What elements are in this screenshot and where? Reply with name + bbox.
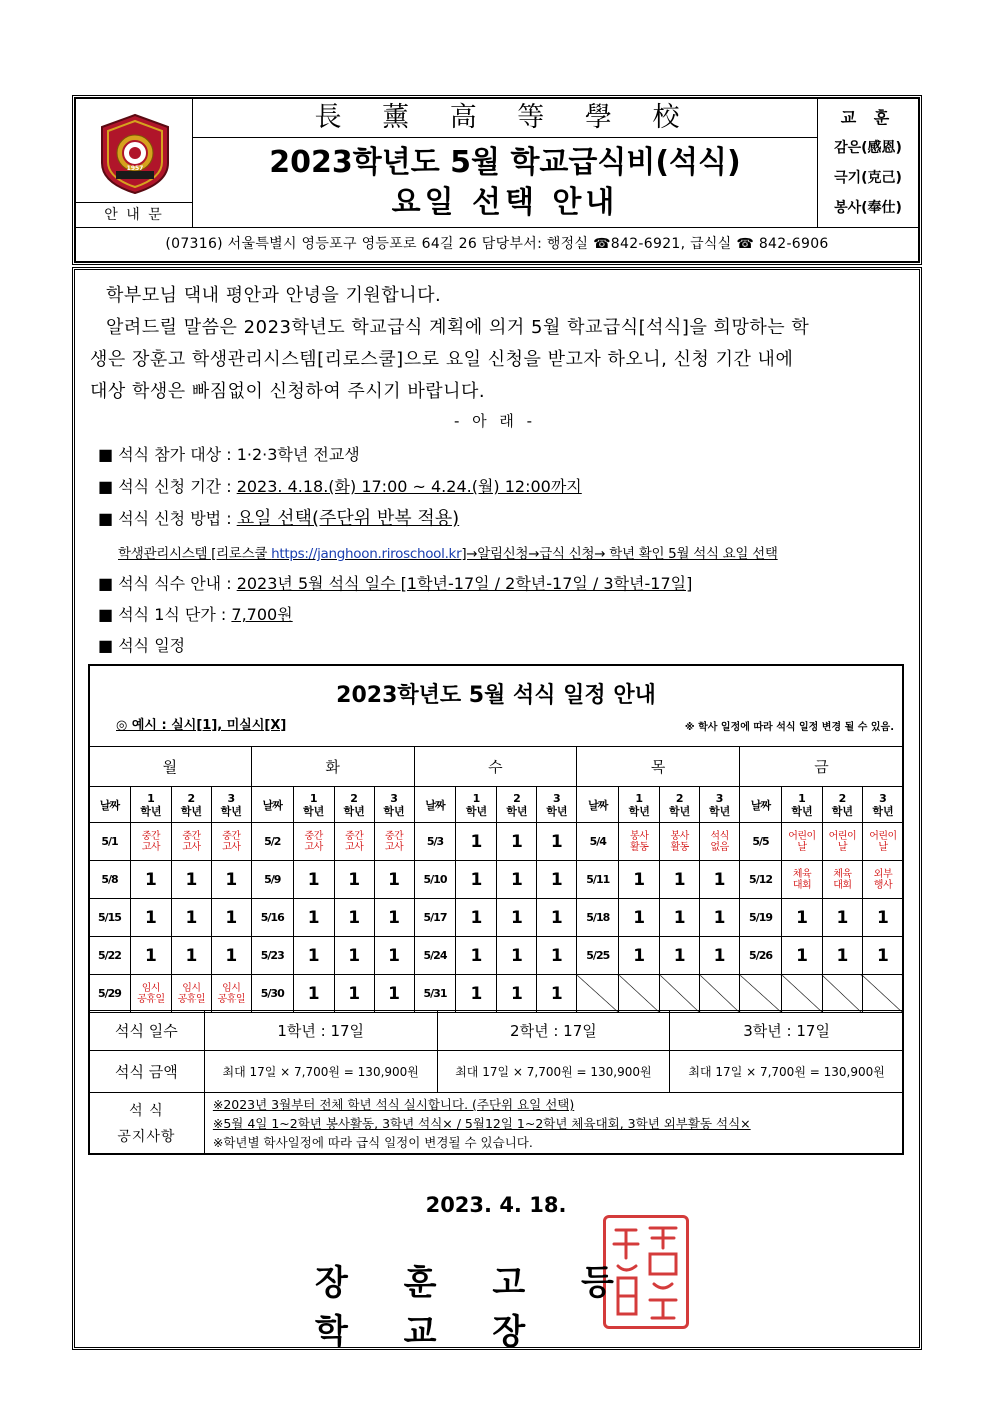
amount-value: 최대 17일 × 7,700원 = 130,900원 — [204, 1051, 437, 1093]
date-cell: 5/30 — [251, 975, 293, 1013]
date-col-header: 날짜 — [89, 787, 131, 823]
meal-mark: 1 — [374, 937, 414, 975]
meal-mark: 1 — [619, 899, 660, 937]
day-header: 수 — [414, 747, 577, 787]
meal-mark: 1 — [211, 937, 251, 975]
grade-col-header: 1 학년 — [456, 787, 497, 823]
bullet-price — [98, 602, 918, 625]
no-meal-reason: 임시 공휴일 — [211, 975, 251, 1013]
empty-cell — [577, 975, 619, 1013]
date-cell: 5/11 — [577, 861, 619, 899]
motto-item: 감은(感恩) — [834, 140, 902, 156]
date-cell: 5/1 — [89, 823, 131, 861]
riroschool-link[interactable]: https://janghoon.riroschool.kr — [271, 546, 462, 562]
days-value: 2학년 : 17일 — [437, 1011, 670, 1051]
no-meal-reason: 석식 없음 — [700, 823, 740, 861]
notice-label: 안 내 문 — [75, 202, 193, 228]
meal-mark: 1 — [334, 861, 374, 899]
school-emblem-icon — [98, 113, 172, 195]
date-cell: 5/22 — [89, 937, 131, 975]
motto-item: 극기(克己) — [834, 170, 902, 186]
method-detail — [118, 542, 918, 562]
bullet-schedule — [98, 633, 918, 656]
meal-mark: 1 — [782, 937, 823, 975]
bullet-label: ■ 석식 신청 기간 : — [98, 477, 237, 496]
meal-mark: 1 — [497, 975, 537, 1013]
day-header: 목 — [577, 747, 740, 787]
meal-mark: 1 — [700, 861, 740, 899]
logo-year: 1957 — [126, 165, 144, 172]
school-name-hanja: 長 薰 高 等 學 校 — [193, 99, 817, 138]
meal-mark: 1 — [130, 937, 171, 975]
meal-mark: 1 — [130, 861, 171, 899]
bullet-label: ■ 석식 신청 방법 : — [98, 509, 237, 528]
days-label: 석식 일수 — [89, 1011, 205, 1051]
notice-label: 석 식 공지사항 — [89, 1093, 205, 1155]
meal-mark: 1 — [374, 899, 414, 937]
grade-col-header: 3 학년 — [862, 787, 903, 823]
meal-mark: 1 — [211, 861, 251, 899]
grade-col-header: 3 학년 — [700, 787, 740, 823]
no-meal-reason: 체육 대회 — [822, 861, 862, 899]
arae-label: - 아 래 - — [453, 412, 537, 430]
notice-item: ※2023년 3월부터 전체 학년 석식 실시합니다. (주단위 요일 선택) — [212, 1097, 575, 1112]
meal-mark: 1 — [293, 861, 334, 899]
no-meal-reason: 중간 고사 — [211, 823, 251, 861]
meal-mark: 1 — [660, 937, 700, 975]
no-meal-reason: 어린이 날 — [822, 823, 862, 861]
grade-col-header: 2 학년 — [660, 787, 700, 823]
meal-mark: 1 — [293, 937, 334, 975]
meal-mark: 1 — [497, 937, 537, 975]
empty-cell — [660, 975, 700, 1013]
date-cell: 5/8 — [89, 861, 131, 899]
meal-mark: 1 — [456, 899, 497, 937]
intro-line: 대상 학생은 빠짐없이 신청하여 주시기 바랍니다. — [90, 381, 486, 402]
date-cell: 5/15 — [89, 899, 131, 937]
date-cell: 5/26 — [740, 937, 782, 975]
bullet-label: ■ 석식 1식 단가 : — [98, 605, 232, 624]
bullet-label: ■ 석식 식수 안내 : — [98, 574, 237, 593]
grade-col-header: 2 학년 — [822, 787, 862, 823]
bullet-period — [98, 474, 918, 497]
meal-mark: 1 — [700, 937, 740, 975]
bullet-value: 2023년 5월 석식 일수 [1학년-17일 / 2학년-17일 / 3학년-17일] — [236, 574, 693, 593]
no-meal-reason: 봉사 활동 — [619, 823, 660, 861]
no-meal-reason: 외부 행사 — [862, 861, 903, 899]
motto-title: 교 훈 — [840, 108, 896, 127]
meal-mark: 1 — [334, 937, 374, 975]
meal-mark: 1 — [293, 975, 334, 1013]
meal-mark: 1 — [293, 899, 334, 937]
date-cell: 5/3 — [414, 823, 456, 861]
day-header: 금 — [740, 747, 904, 787]
meal-mark: 1 — [862, 937, 903, 975]
date-cell: 5/31 — [414, 975, 456, 1013]
meal-mark: 1 — [211, 899, 251, 937]
date-col-header: 날짜 — [577, 787, 619, 823]
principal-signature: 장 훈 고 등 학 교 장 — [315, 1263, 636, 1352]
meal-mark: 1 — [822, 937, 862, 975]
meal-mark: 1 — [497, 861, 537, 899]
grade-col-header: 2 학년 — [171, 787, 211, 823]
meal-mark: 1 — [374, 975, 414, 1013]
meal-mark: 1 — [171, 899, 211, 937]
meal-mark: 1 — [130, 899, 171, 937]
notice-list — [204, 1093, 903, 1155]
day-header: 월 — [89, 747, 252, 787]
meal-mark: 1 — [497, 899, 537, 937]
notice-item: ※학년별 학사일정에 따라 급식 일정이 변경될 수 있습니다. — [212, 1135, 533, 1150]
schedule-note: ※ 학사 일정에 따라 석식 일정 변경 될 수 있음. — [684, 722, 894, 733]
date-cell: 5/24 — [414, 937, 456, 975]
bullet-target — [98, 442, 918, 465]
issue-date: 2023. 4. 18. — [425, 1193, 567, 1217]
meal-mark: 1 — [537, 937, 577, 975]
meal-mark: 1 — [619, 937, 660, 975]
date-cell: 5/10 — [414, 861, 456, 899]
grade-col-header: 3 학년 — [211, 787, 251, 823]
days-value: 1학년 : 17일 — [204, 1011, 437, 1051]
no-meal-reason: 중간 고사 — [130, 823, 171, 861]
method-detail-text: ]→알림신청→급식 신청→ 학년 확인 5월 석식 요일 선택 — [461, 546, 778, 562]
meal-mark: 1 — [537, 975, 577, 1013]
date-cell: 5/23 — [251, 937, 293, 975]
date-cell: 5/12 — [740, 861, 782, 899]
bullet-value: 1·2·3학년 전교생 — [236, 445, 360, 464]
no-meal-reason: 체육 대회 — [782, 861, 823, 899]
motto-cell — [817, 98, 919, 228]
grade-col-header: 1 학년 — [293, 787, 334, 823]
meal-mark: 1 — [456, 937, 497, 975]
intro-line: 생은 장훈고 학생관리시스템[리로스쿨]으로 요일 신청을 받고자 하오니, 신청 기간 내에 — [90, 349, 794, 370]
bullet-label: ■ 석식 참가 대상 : — [98, 445, 237, 464]
date-cell: 5/18 — [577, 899, 619, 937]
date-cell: 5/9 — [251, 861, 293, 899]
day-header: 화 — [251, 747, 414, 787]
no-meal-reason: 중간 고사 — [171, 823, 211, 861]
date-col-header: 날짜 — [414, 787, 456, 823]
method-detail-text: 학생관리시스템 [리로스쿨 — [118, 546, 272, 562]
grade-col-header: 1 학년 — [619, 787, 660, 823]
date-cell: 5/4 — [577, 823, 619, 861]
empty-cell — [619, 975, 660, 1013]
grade-col-header: 3 학년 — [537, 787, 577, 823]
grade-col-header: 2 학년 — [334, 787, 374, 823]
empty-cell — [862, 975, 903, 1013]
bullet-count — [98, 571, 918, 594]
summary-table — [88, 1010, 904, 1155]
meal-mark: 1 — [374, 861, 414, 899]
empty-cell — [700, 975, 740, 1013]
meal-mark: 1 — [497, 823, 537, 861]
date-col-header: 날짜 — [251, 787, 293, 823]
meal-mark: 1 — [537, 823, 577, 861]
title-cell — [192, 98, 818, 228]
empty-cell — [740, 975, 782, 1013]
no-meal-reason: 임시 공휴일 — [130, 975, 171, 1013]
grade-col-header: 1 학년 — [782, 787, 823, 823]
meal-mark: 1 — [660, 899, 700, 937]
meal-mark: 1 — [537, 861, 577, 899]
schedule-example: ◎ 예시 : 실시[1], 미실시[X] — [116, 718, 287, 733]
no-meal-reason: 중간 고사 — [334, 823, 374, 861]
date-cell: 5/17 — [414, 899, 456, 937]
address-line: (07316) 서울특별시 영등포구 영등포로 64길 26 담당부서: 행정실 ☎842-6921, 급식실 ☎ 842-6906 — [75, 227, 919, 262]
bullet-method — [98, 504, 918, 530]
amount-value: 최대 17일 × 7,700원 = 130,900원 — [437, 1051, 670, 1093]
bullet-value: 7,700원 — [231, 605, 293, 624]
days-value: 3학년 : 17일 — [670, 1011, 904, 1051]
grade-col-header: 3 학년 — [374, 787, 414, 823]
no-meal-reason: 어린이 날 — [862, 823, 903, 861]
date-col-header: 날짜 — [740, 787, 782, 823]
meal-mark: 1 — [862, 899, 903, 937]
greeting: 학부모님 댁내 평안과 안녕을 기원합니다. — [106, 285, 442, 306]
date-cell: 5/5 — [740, 823, 782, 861]
grade-col-header: 2 학년 — [497, 787, 537, 823]
empty-cell — [782, 975, 823, 1013]
date-cell: 5/2 — [251, 823, 293, 861]
doc-title-line2: 요일 선택 안내 — [391, 185, 619, 220]
meal-mark: 1 — [700, 899, 740, 937]
amount-label: 석식 금액 — [89, 1051, 205, 1093]
motto-item: 봉사(奉仕) — [834, 200, 902, 216]
notice-item: ※5월 4일 1~2학년 봉사활동, 3학년 석식× / 5월12일 1~2학년 체육대회, 3학년 외부활동 석식× — [212, 1116, 751, 1131]
amount-value: 최대 17일 × 7,700원 = 130,900원 — [670, 1051, 904, 1093]
no-meal-reason: 어린이 날 — [782, 823, 823, 861]
bullet-value: 요일 선택(주단위 반복 적용) — [236, 508, 460, 529]
meal-mark: 1 — [822, 899, 862, 937]
doc-title-line1: 2023학년도 5월 학교급식비(석식) — [269, 145, 741, 180]
meal-mark: 1 — [334, 975, 374, 1013]
no-meal-reason: 임시 공휴일 — [171, 975, 211, 1013]
date-cell: 5/25 — [577, 937, 619, 975]
meal-mark: 1 — [171, 937, 211, 975]
no-meal-reason: 중간 고사 — [293, 823, 334, 861]
schedule-title: 2023학년도 5월 석식 일정 안내 — [336, 683, 656, 708]
no-meal-reason: 중간 고사 — [374, 823, 414, 861]
no-meal-reason: 봉사 활동 — [660, 823, 700, 861]
grade-col-header: 1 학년 — [130, 787, 171, 823]
bullet-label: ■ 석식 일정 — [98, 636, 186, 655]
schedule-table — [88, 746, 904, 1013]
date-cell: 5/16 — [251, 899, 293, 937]
meal-mark: 1 — [660, 861, 700, 899]
bullet-value: 2023. 4.18.(화) 17:00 ~ 4.24.(월) 12:00까지 — [236, 477, 582, 496]
meal-mark: 1 — [456, 823, 497, 861]
meal-mark: 1 — [334, 899, 374, 937]
date-cell: 5/19 — [740, 899, 782, 937]
intro-line: 알려드릴 말씀은 2023학년도 학교급식 계획에 의거 5월 학교급식[석식]을 희망하는 학 — [106, 317, 810, 338]
meal-mark: 1 — [171, 861, 211, 899]
meal-mark: 1 — [619, 861, 660, 899]
meal-mark: 1 — [456, 861, 497, 899]
date-cell: 5/29 — [89, 975, 131, 1013]
empty-cell — [822, 975, 862, 1013]
header-box — [72, 95, 922, 265]
meal-mark: 1 — [456, 975, 497, 1013]
meal-mark: 1 — [782, 899, 823, 937]
meal-mark: 1 — [537, 899, 577, 937]
